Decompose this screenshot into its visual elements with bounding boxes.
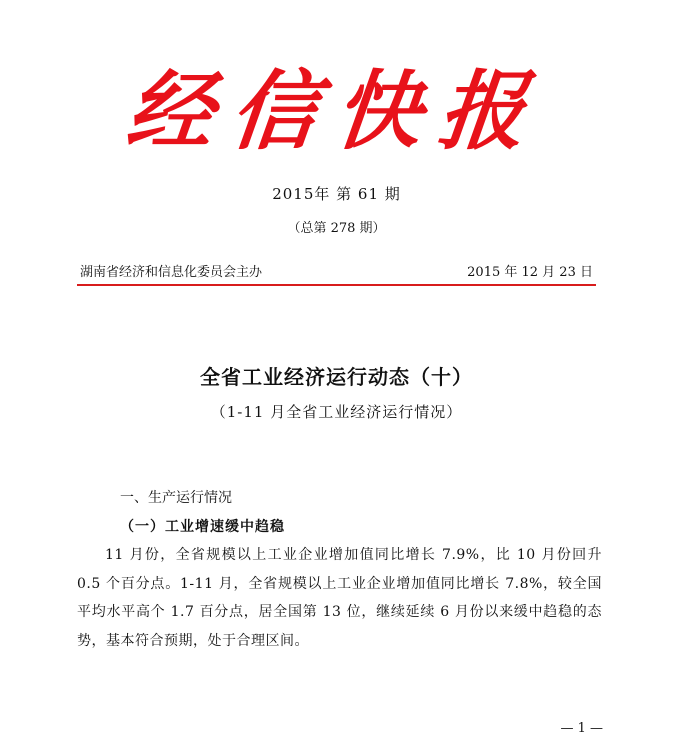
- total-issue-number: （总第 278 期）: [287, 221, 386, 236]
- page-number: — 1 —: [560, 721, 603, 736]
- masthead-title: 经信快报: [121, 61, 549, 162]
- section-heading: 一、生产运行情况: [120, 490, 232, 506]
- sponsor-line: 湖南省经济和信息化委员会主办: [80, 265, 263, 280]
- article-subtitle: （1-11 月全省工业经济运行情况）: [210, 403, 463, 421]
- subsection-heading: （一）工业增速缓中趋稳: [120, 519, 285, 535]
- publish-date: 2015 年 12 月 23 日: [467, 265, 593, 280]
- issue-number: 2015年 第 61 期: [272, 185, 401, 203]
- article-title: 全省工业经济运行动态（十）: [200, 365, 473, 389]
- body-paragraph: 11 月份，全省规模以上工业企业增加值同比增长 7.9%，比 10 月份回升 0.5 个百分点。1-11 月，全省规模以上工业企业增加值同比增长 7.8%，较全国平均水平高个 1.7 百分点，居全国第 13 位，继续延续 6 月份以来缓中趋稳的态势，基本符合预期，处于合理区间。: [77, 547, 602, 649]
- header-divider: [77, 284, 596, 286]
